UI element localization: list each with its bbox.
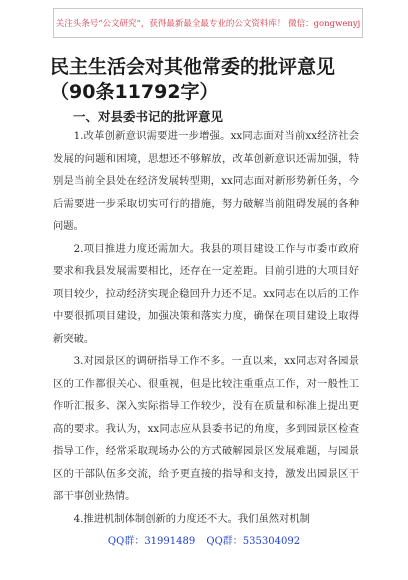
section-heading: 一、对县委书记的批评意见: [73, 109, 224, 124]
footer-qq-group: QQ群：31991489: [107, 536, 196, 547]
header-banner: 关注头条号“公文研究”，获得最新最全最专业的公文资料库！ 微信：gongwenyj: [53, 8, 363, 38]
paragraph: 1.改革创新意识需要进一步增强。xx同志面对当前xx经济社会发展的问题和困境，思想还不够解放，改革创新意识还需加强，特别是当前全县处在经济发展转型期，xx同志面对新形势新任务，今后需要进一步采取切实可行的措施，努力破解当前阻碍发展的各种问题。: [53, 130, 359, 232]
document-title: 民主生活会对其他常委的批评意见（90条11792字）: [50, 56, 336, 103]
paragraph: 2.项目推进力度还需加大。我县的项目建设工作与市委市政府要求和我县发展需要相比，还存在一定差距。目前引进的大项目好项目较少，拉动经济实现企稳回升力还不足。xx同志在以后的工作中要很抓项目建设，加强决策和落实力度，确保在项目建设上取得新突破。: [53, 242, 359, 345]
paragraph: 4.推进机制体制创新的力度还不大。我们虽然对机制: [73, 512, 310, 525]
paragraph: 3.对园景区的调研指导工作不多。一直以来，xx同志对各园景区的工作都很关心、很重视，但是比较注重重点工作，对一般性工作听汇报多、深入实际指导工作较少，没有在质量和标准上提出更高的要求。我认为，xx同志应从县委书记的角度，多到园景区检查指导工作，经常采取现场办公的方式破解园景区发展难题，与园景区的干部队伍多交流，给予更直接的指导和支持，激发出园景区干部干事创业热情。: [53, 355, 359, 502]
document-body: [53, 125, 359, 530]
footer-qq-group-2: QQ群：535304092: [206, 536, 301, 547]
footer-contact: [0, 532, 408, 547]
